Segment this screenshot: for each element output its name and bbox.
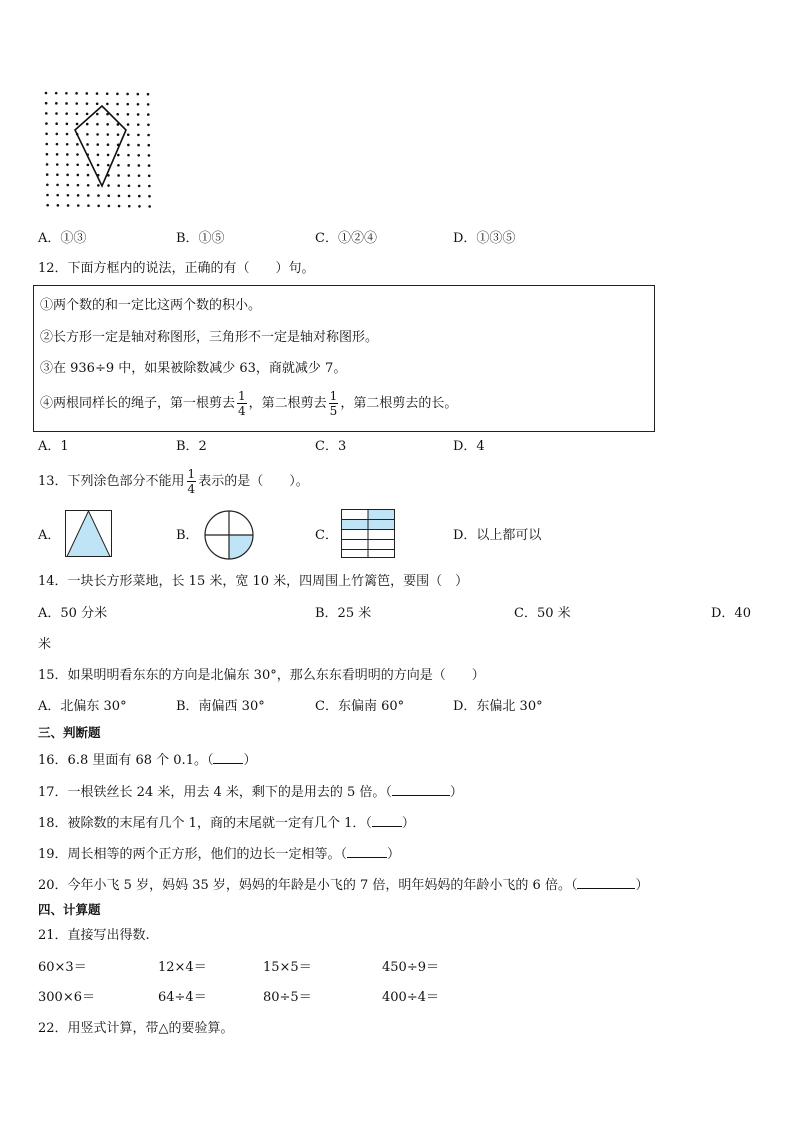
- q21-r1-c1: 60×3＝: [38, 960, 87, 975]
- q14-stem: 14．一块长方形菜地，长 15 米，宽 10 米，四周围上竹篱笆，要围（ ）: [38, 574, 469, 589]
- section-calculation-heading: 四、计算题: [38, 902, 101, 917]
- q21-r2-c4: 400÷4＝: [382, 990, 439, 1005]
- q12-statement-4: [40, 387, 457, 421]
- fraction-one-fourth: [187, 467, 197, 496]
- q21-r1-c3: 15×5＝: [263, 960, 312, 975]
- q21-r2-c2: 64÷4＝: [158, 990, 207, 1005]
- q13-stem-a: 13．下列涂色部分不能用: [38, 474, 185, 489]
- answer-blank[interactable]: [372, 814, 402, 827]
- q15-option-a[interactable]: A．北偏东 30°: [38, 699, 127, 714]
- q20: [38, 876, 648, 894]
- q16-text: 16．6.8 里面有 68 个 0.1。（: [38, 753, 214, 768]
- q14-option-d-wrap: 米: [38, 637, 52, 652]
- answer-blank[interactable]: [213, 751, 243, 764]
- q21-stem: 21．直接写出得数.: [38, 928, 150, 943]
- fraction-numerator: 1: [329, 389, 338, 403]
- fraction-denominator: 4: [187, 482, 196, 496]
- q17: [38, 783, 463, 801]
- fraction-denominator: 5: [329, 404, 338, 418]
- q13-stem-b: 表示的是（ ）。: [198, 474, 309, 489]
- q13-option-b-label[interactable]: B．: [176, 528, 199, 543]
- q16: [38, 751, 256, 769]
- rectangle-grid-figure[interactable]: [341, 509, 397, 559]
- fraction-one-fourth: [237, 389, 247, 418]
- q12-statement-3: ③在 936÷9 中，如果被除数减少 63，商就减少 7。: [40, 361, 347, 376]
- answer-blank[interactable]: [577, 876, 635, 889]
- q17-text: 17．一根铁丝长 24 米，用去 4 米，剩下的是用去的 5 倍。（: [38, 785, 392, 800]
- section-judgement-heading: 三、判断题: [38, 725, 101, 740]
- q11-option-d[interactable]: D．①③⑤: [453, 231, 516, 246]
- q15-option-b[interactable]: B．南偏西 30°: [176, 699, 265, 714]
- q14-option-b[interactable]: B．25 米: [315, 606, 372, 621]
- q21-r2-c1: 300×6＝: [38, 990, 95, 1005]
- q14-option-a[interactable]: A．50 分米: [38, 606, 108, 621]
- close-paren: ）: [401, 816, 415, 831]
- q19: [38, 845, 400, 863]
- q11-option-b[interactable]: B．①⑤: [176, 231, 225, 246]
- q12-option-c[interactable]: C．3: [315, 439, 347, 454]
- q21-r1-c4: 450÷9＝: [382, 960, 439, 975]
- q19-text: 19．周长相等的两个正方形，他们的边长一定相等。（: [38, 847, 348, 862]
- answer-blank[interactable]: [347, 845, 387, 858]
- q20-text: 20．今年小飞 5 岁，妈妈 35 岁，妈妈的年龄是小飞的 7 倍，明年妈妈的年龄小飞的 6 倍。（: [38, 878, 578, 893]
- q12-option-b[interactable]: B．2: [176, 439, 207, 454]
- q13-option-c-label[interactable]: C．: [315, 528, 338, 543]
- q12-statement-2: ②长方形一定是轴对称图形，三角形不一定是轴对称图形。: [40, 330, 379, 345]
- q12-s4-text-a: ④两根同样长的绳子，第一根剪去: [40, 396, 236, 411]
- q13-option-d[interactable]: D．以上都可以: [453, 528, 542, 543]
- q14-option-c[interactable]: C．50 米: [514, 606, 571, 621]
- fraction-numerator: 1: [187, 467, 196, 481]
- dot-grid-kite-figure: [40, 88, 160, 213]
- q15-stem: 15．如果明明看东东的方向是北偏东 30°，那么东东看明明的方向是（ ）: [38, 668, 485, 683]
- close-paren: ）: [387, 847, 401, 862]
- q21-r2-c3: 80÷5＝: [263, 990, 312, 1005]
- q18: [38, 814, 415, 832]
- circle-quarters-figure[interactable]: [203, 509, 255, 561]
- square-triangle-figure[interactable]: [65, 510, 113, 558]
- fraction-denominator: 4: [238, 404, 246, 418]
- q15-option-c[interactable]: C．东偏南 60°: [315, 699, 405, 714]
- q12-s4-text-b: ，第二根剪去: [248, 396, 327, 411]
- q18-text: 18．被除数的末尾有几个 1，商的末尾就一定有几个 1．（: [38, 816, 372, 831]
- q12-option-d[interactable]: D．4: [453, 439, 485, 454]
- q12-option-a[interactable]: A．1: [38, 439, 69, 454]
- answer-blank[interactable]: [392, 783, 450, 796]
- q12-stem: 12．下面方框内的说法，正确的有（ ）句。: [38, 261, 315, 276]
- q14-option-d[interactable]: D．40: [711, 606, 751, 621]
- fraction-one-fifth: [329, 389, 339, 418]
- close-paren: ）: [635, 878, 649, 893]
- q13-option-a-label[interactable]: A．: [38, 528, 61, 543]
- q12-s4-text-c: ，第二根剪去的长。: [340, 396, 458, 411]
- close-paren: ）: [449, 785, 463, 800]
- close-paren: ）: [243, 753, 257, 768]
- q15-option-d[interactable]: D．东偏北 30°: [453, 699, 543, 714]
- q22-stem: 22．用竖式计算，带△的要验算。: [38, 1021, 234, 1036]
- q11-option-c[interactable]: C．①②④: [315, 231, 377, 246]
- q13-stem: [38, 465, 309, 499]
- fraction-numerator: 1: [238, 389, 246, 403]
- q12-statement-1: ①两个数的和一定比这两个数的积小。: [40, 298, 262, 313]
- q21-r1-c2: 12×4＝: [158, 960, 207, 975]
- q11-option-a[interactable]: A．①③: [38, 231, 87, 246]
